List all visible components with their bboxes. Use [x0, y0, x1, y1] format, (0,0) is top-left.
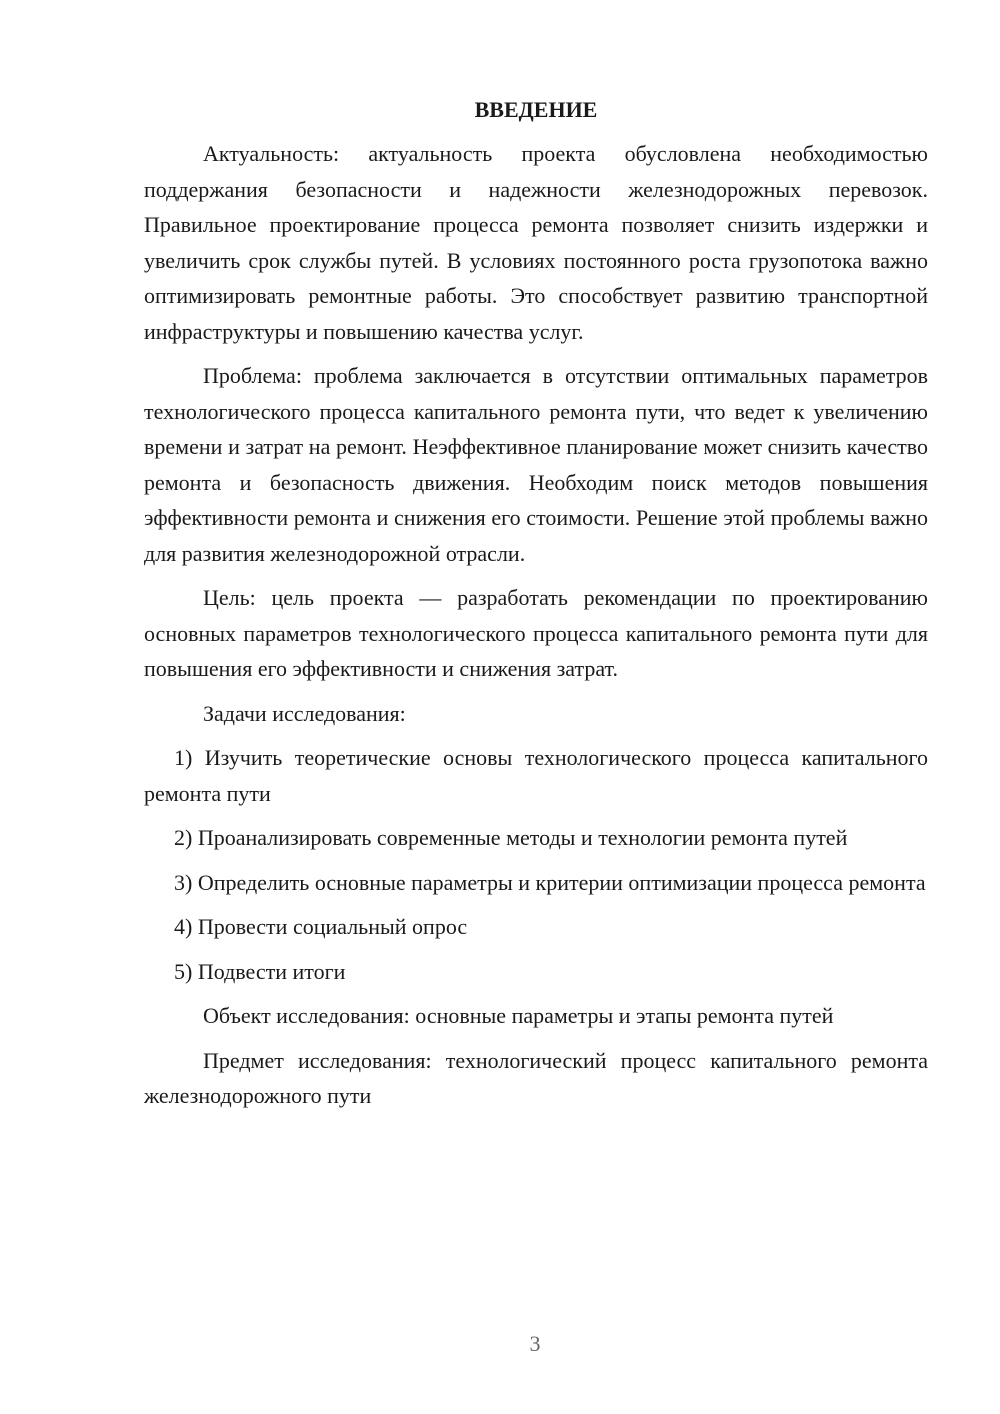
tasks-title: Задачи исследования:: [203, 700, 406, 726]
paragraph-relevance: Актуальность: актуальность проекта обусловлена необходимостью поддержания безопасности и надежности железнодорожных перевозок. Правильное проектирование процесса ремонта позволяет снизить издержки и увеличить срок службы путей. В условиях постоянного роста грузопотока важно оптимизировать ремонтные работы. Это способствует развитию транспортной инфраструктуры и повышению качества услуг.: [144, 141, 928, 344]
task-item-5: 5) Подвести итоги: [174, 958, 346, 984]
document-body: [144, 92, 928, 1123]
section-heading: ВВЕДЕНИЕ: [474, 97, 598, 122]
task-item-1: 1) Изучить теоретические основы технологического процесса капитального ремонта пути: [144, 745, 928, 806]
task-item-4: 4) Провести социальный опрос: [174, 914, 468, 939]
task-item-2: 2) Проанализировать современные методы и технологии ремонта путей: [174, 825, 848, 850]
paragraph-goal: Цель: цель проекта — разработать рекомендации по проектированию основных параметров технологического процесса капитального ремонта пути для повышения его эффективности и снижения затрат.: [144, 585, 928, 681]
paragraph-object: Объект исследования: основные параметры и этапы ремонта путей: [203, 1003, 834, 1028]
page-number: 3: [529, 1331, 541, 1356]
paragraph-subject: Предмет исследования: технологический процесс капитального ремонта железнодорожного пути: [144, 1047, 928, 1108]
paragraph-problem: Проблема: проблема заключается в отсутствии оптимальных параметров технологического процесса капитального ремонта пути, что ведет к увеличению времени и затрат на ремонт. Неэффективное планирование может снизить качество ремонта и безопасность движения. Необходим поиск методов повышения эффективности ремонта и снижения его стоимости. Решение этой проблемы важно для развития железнодорожной отрасли.: [144, 363, 928, 566]
task-item-3: 3) Определить основные параметры и критерии оптимизации процесса ремонта: [174, 869, 926, 895]
